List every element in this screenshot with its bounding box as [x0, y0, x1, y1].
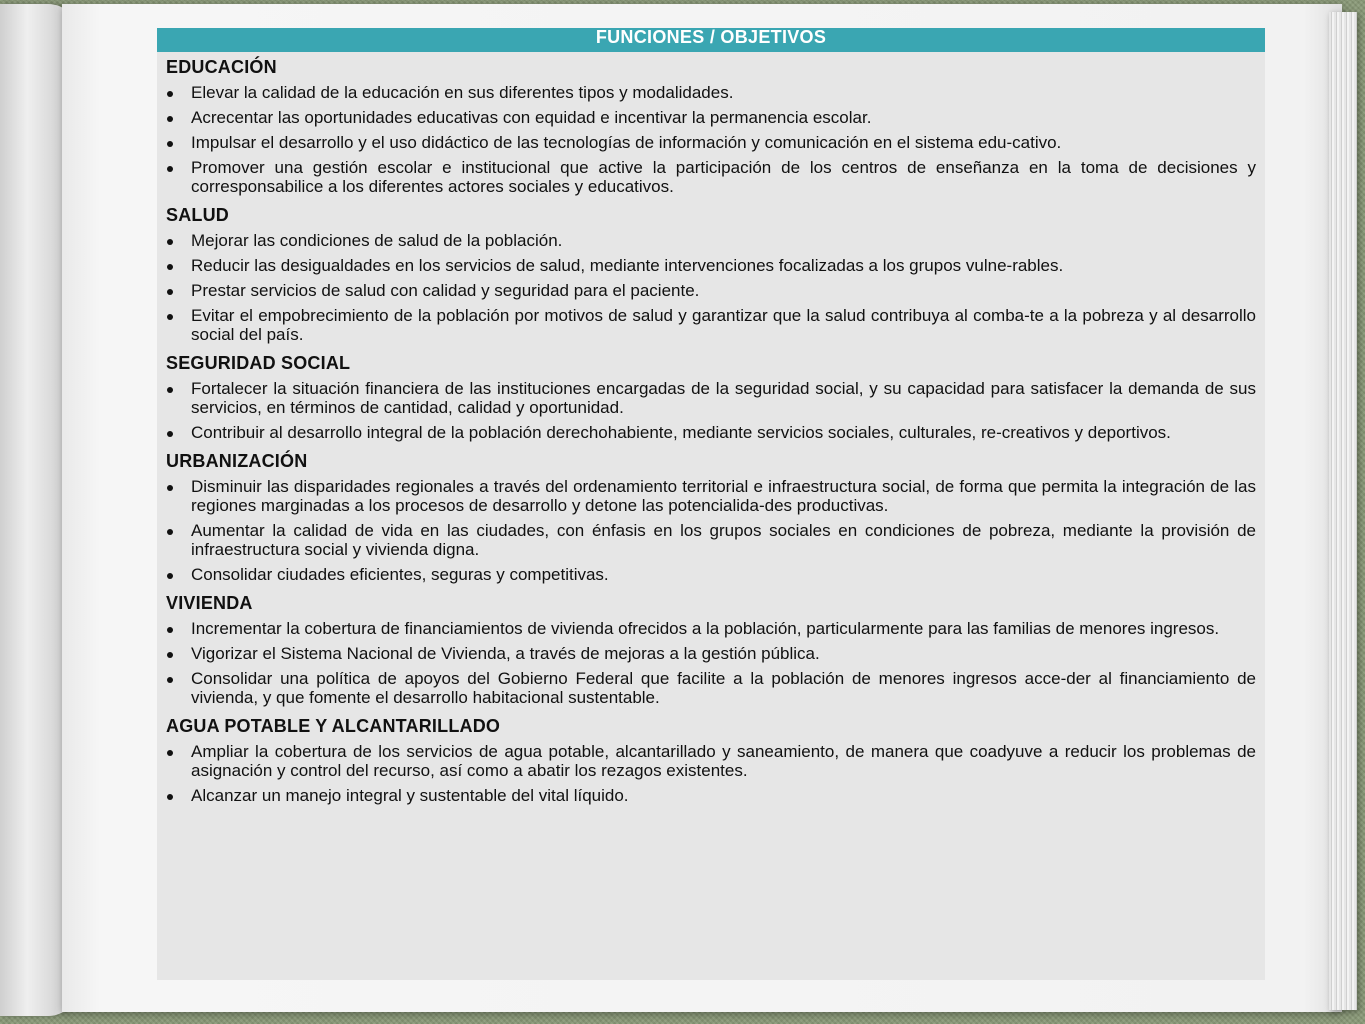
bullet-icon [167, 677, 173, 683]
bullet-icon [167, 573, 173, 579]
item-text: Prestar servicios de salud con calidad y seguridad para el paciente. [191, 281, 700, 300]
list-item [166, 158, 1256, 196]
item-text: Elevar la calidad de la educación en sus diferentes tipos y modalidades. [191, 83, 734, 102]
list-item [166, 477, 1256, 515]
item-text: Consolidar ciudades eficientes, seguras y competitivas. [191, 565, 609, 584]
item-text: Disminuir las disparidades regionales a través del ordenamiento territorial e infraestructura social, de forma que permita la integración de las regiones marginadas a los procesos de desarrollo y detone las potencialida-des productivas. [191, 477, 1256, 515]
list-item [166, 786, 1256, 805]
header-banner: FUNCIONES / OBJETIVOS [157, 28, 1265, 52]
document-sheet [157, 28, 1265, 980]
bullet-icon [167, 116, 173, 122]
bullet-list [166, 742, 1256, 805]
item-text: Evitar el empobrecimiento de la población por motivos de salud y garantizar que la salud contribuya al comba-te a la pobreza y al desarrollo social del país. [191, 306, 1256, 344]
item-text: Incrementar la cobertura de financiamientos de vivienda ofrecidos a la población, particularmente para las familias de menores ingresos. [191, 619, 1220, 638]
section-title: URBANIZACIÓN [166, 451, 308, 471]
list-item [166, 108, 1256, 127]
bullet-icon [167, 314, 173, 320]
bullet-icon [167, 652, 173, 658]
page-stack-edge [1329, 12, 1357, 1010]
item-text: Fortalecer la situación financiera de las instituciones encargadas de la seguridad social, y su capacidad para satisfacer la demanda de sus servicios, en términos de cantidad, calidad y oportunidad. [191, 379, 1256, 417]
item-text: Impulsar el desarrollo y el uso didáctico de las tecnologías de información y comunicación en el sistema edu-cativo. [191, 133, 1062, 152]
sections-container [157, 52, 1265, 805]
bullet-icon [167, 141, 173, 147]
list-item [166, 256, 1256, 275]
bullet-icon [167, 627, 173, 633]
bullet-icon [167, 166, 173, 172]
list-item [166, 231, 1256, 250]
section-title: VIVIENDA [166, 593, 253, 613]
list-item [166, 619, 1256, 638]
bullet-icon [167, 387, 173, 393]
bullet-icon [167, 431, 173, 437]
item-text: Promover una gestión escolar e institucional que active la participación de los centros de enseñanza en la toma de decisiones y corresponsabilice a los diferentes actores sociales y educativos. [191, 158, 1256, 196]
section-title: AGUA POTABLE Y ALCANTARILLADO [166, 716, 501, 736]
item-text: Aumentar la calidad de vida en las ciudades, con énfasis en los grupos sociales en condiciones de pobreza, mediante la provisión de infraestructura social y vivienda digna. [191, 521, 1256, 559]
bullet-icon [167, 289, 173, 295]
bullet-list [166, 379, 1256, 442]
list-item [166, 521, 1256, 559]
bullet-icon [167, 750, 173, 756]
bullet-list [166, 477, 1256, 584]
item-text: Reducir las desigualdades en los servicios de salud, mediante intervenciones focalizadas a los grupos vulne-rables. [191, 256, 1064, 275]
section-educacion [166, 57, 1256, 196]
section-salud [166, 205, 1256, 344]
list-item [166, 644, 1256, 663]
list-item [166, 742, 1256, 780]
list-item [166, 281, 1256, 300]
list-item [166, 306, 1256, 344]
item-text: Mejorar las condiciones de salud de la población. [191, 231, 563, 250]
bullet-icon [167, 529, 173, 535]
bullet-icon [167, 794, 173, 800]
section-vivienda [166, 593, 1256, 707]
section-title: SALUD [166, 205, 229, 225]
item-text: Vigorizar el Sistema Nacional de Vivienda, a través de mejoras a la gestión pública. [191, 644, 820, 663]
section-title: SEGURIDAD SOCIAL [166, 353, 351, 373]
section-agua-potable [166, 716, 1256, 805]
list-item [166, 83, 1256, 102]
section-title: EDUCACIÓN [166, 57, 277, 77]
bullet-icon [167, 91, 173, 97]
list-item [166, 423, 1256, 442]
bullet-icon [167, 264, 173, 270]
list-item [166, 379, 1256, 417]
item-text: Ampliar la cobertura de los servicios de agua potable, alcantarillado y saneamiento, de manera que coadyuve a reducir los problemas de asignación y control del recurso, así como a abatir los rezagos existentes. [191, 742, 1256, 780]
bullet-list [166, 231, 1256, 344]
bullet-list [166, 83, 1256, 196]
item-text: Contribuir al desarrollo integral de la población derechohabiente, mediante servicios sociales, culturales, re-creativos y deportivos. [191, 423, 1171, 442]
item-text: Acrecentar las oportunidades educativas con equidad e incentivar la permanencia escolar. [191, 108, 872, 127]
list-item [166, 565, 1256, 584]
bullet-icon [167, 485, 173, 491]
bullet-icon [167, 239, 173, 245]
item-text: Alcanzar un manejo integral y sustentable del vital líquido. [191, 786, 629, 805]
section-urbanizacion [166, 451, 1256, 584]
bullet-list [166, 619, 1256, 707]
list-item [166, 133, 1256, 152]
section-seguridad-social [166, 353, 1256, 442]
list-item [166, 669, 1256, 707]
item-text: Consolidar una política de apoyos del Gobierno Federal que facilite a la población de menores ingresos acce-der al financiamiento de vivienda, y que fomente el desarrollo habitacional sustentable. [191, 669, 1256, 707]
